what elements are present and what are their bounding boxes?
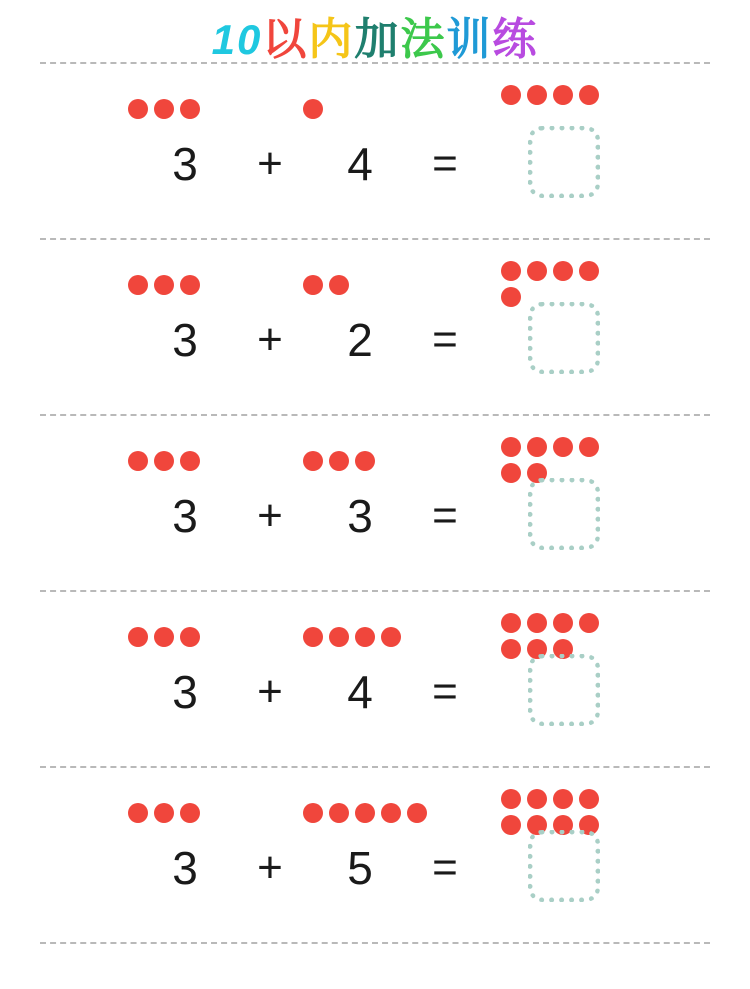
plus-operator: + [257,491,283,540]
dot [355,627,375,647]
dot [527,261,547,281]
dot [527,613,547,633]
dot [329,627,349,647]
dot [579,85,599,105]
addend1: 3 [172,842,198,894]
title-char-4: 法 [400,14,447,65]
dot [303,451,323,471]
plus-operator: + [257,315,283,364]
dots-addend1 [125,624,203,650]
addend2: 2 [347,314,373,366]
dot [154,99,174,119]
answer-box[interactable] [528,654,600,726]
plus-operator: + [257,843,283,892]
dot [527,85,547,105]
problem-row [0,64,750,238]
dot [180,627,200,647]
equation [0,486,750,546]
dot [154,275,174,295]
addend1: 3 [172,666,198,718]
dots-addend2 [300,800,430,826]
dot [553,85,573,105]
dots-addend1 [125,272,203,298]
equation [0,662,750,722]
addend1: 3 [172,314,198,366]
dots-addend2 [300,272,352,298]
dots-addend1 [125,800,203,826]
title-char-1: 以 [262,14,309,65]
dot [553,789,573,809]
dot [303,99,323,119]
dot [527,437,547,457]
dot [381,803,401,823]
dot [180,99,200,119]
dot [303,275,323,295]
title-char-5: 训 [446,14,493,65]
title-char-0: 10 [211,16,263,63]
dot [303,803,323,823]
problem-row-inner [0,768,750,942]
dot [180,275,200,295]
dot [355,451,375,471]
dot [527,789,547,809]
addend2: 4 [347,666,373,718]
equation [0,838,750,898]
dots-addend2 [300,96,326,122]
dot [128,275,148,295]
dot [329,803,349,823]
title-char-2: 内 [308,14,355,65]
dot [381,627,401,647]
dots-addend2 [300,448,378,474]
dots-addend1 [125,96,203,122]
dot [355,803,375,823]
problem-row [0,240,750,414]
dot [579,789,599,809]
equals-operator: = [432,491,458,540]
dot [128,99,148,119]
equals-operator: = [432,315,458,364]
dot [501,815,521,835]
addend1: 3 [172,490,198,542]
dot [329,451,349,471]
dot [579,613,599,633]
dot [303,627,323,647]
divider [40,942,710,944]
equals-operator: = [432,843,458,892]
dot [579,437,599,457]
dot [501,261,521,281]
dots-addend1 [125,448,203,474]
addend2: 3 [347,490,373,542]
addend2: 4 [347,138,373,190]
dot [180,803,200,823]
page-title [0,0,750,65]
problem-row-inner [0,416,750,590]
equals-operator: = [432,667,458,716]
dots-sum [498,82,602,108]
dot [180,451,200,471]
equals-operator: = [432,139,458,188]
problem-row [0,416,750,590]
addend2: 5 [347,842,373,894]
answer-box[interactable] [528,126,600,198]
dot [128,451,148,471]
problem-row-inner [0,592,750,766]
plus-operator: + [257,667,283,716]
dot [501,85,521,105]
dot [501,639,521,659]
dot [553,261,573,281]
dot [329,275,349,295]
title-char-6: 练 [492,14,539,65]
dot [579,261,599,281]
dot [501,437,521,457]
dot [154,627,174,647]
dot [128,627,148,647]
equation [0,134,750,194]
dot [553,437,573,457]
dot [501,287,521,307]
dot [154,451,174,471]
answer-box[interactable] [528,478,600,550]
addend1: 3 [172,138,198,190]
dot [553,613,573,633]
dot [501,789,521,809]
answer-box[interactable] [528,302,600,374]
dot [154,803,174,823]
problem-row [0,592,750,766]
problem-row-inner [0,64,750,238]
dot [407,803,427,823]
dot [128,803,148,823]
dot [501,613,521,633]
title-char-3: 加 [354,14,401,65]
answer-box[interactable] [528,830,600,902]
problem-row [0,768,750,942]
dot [501,463,521,483]
equation [0,310,750,370]
dots-addend2 [300,624,404,650]
problem-row-inner [0,240,750,414]
plus-operator: + [257,139,283,188]
